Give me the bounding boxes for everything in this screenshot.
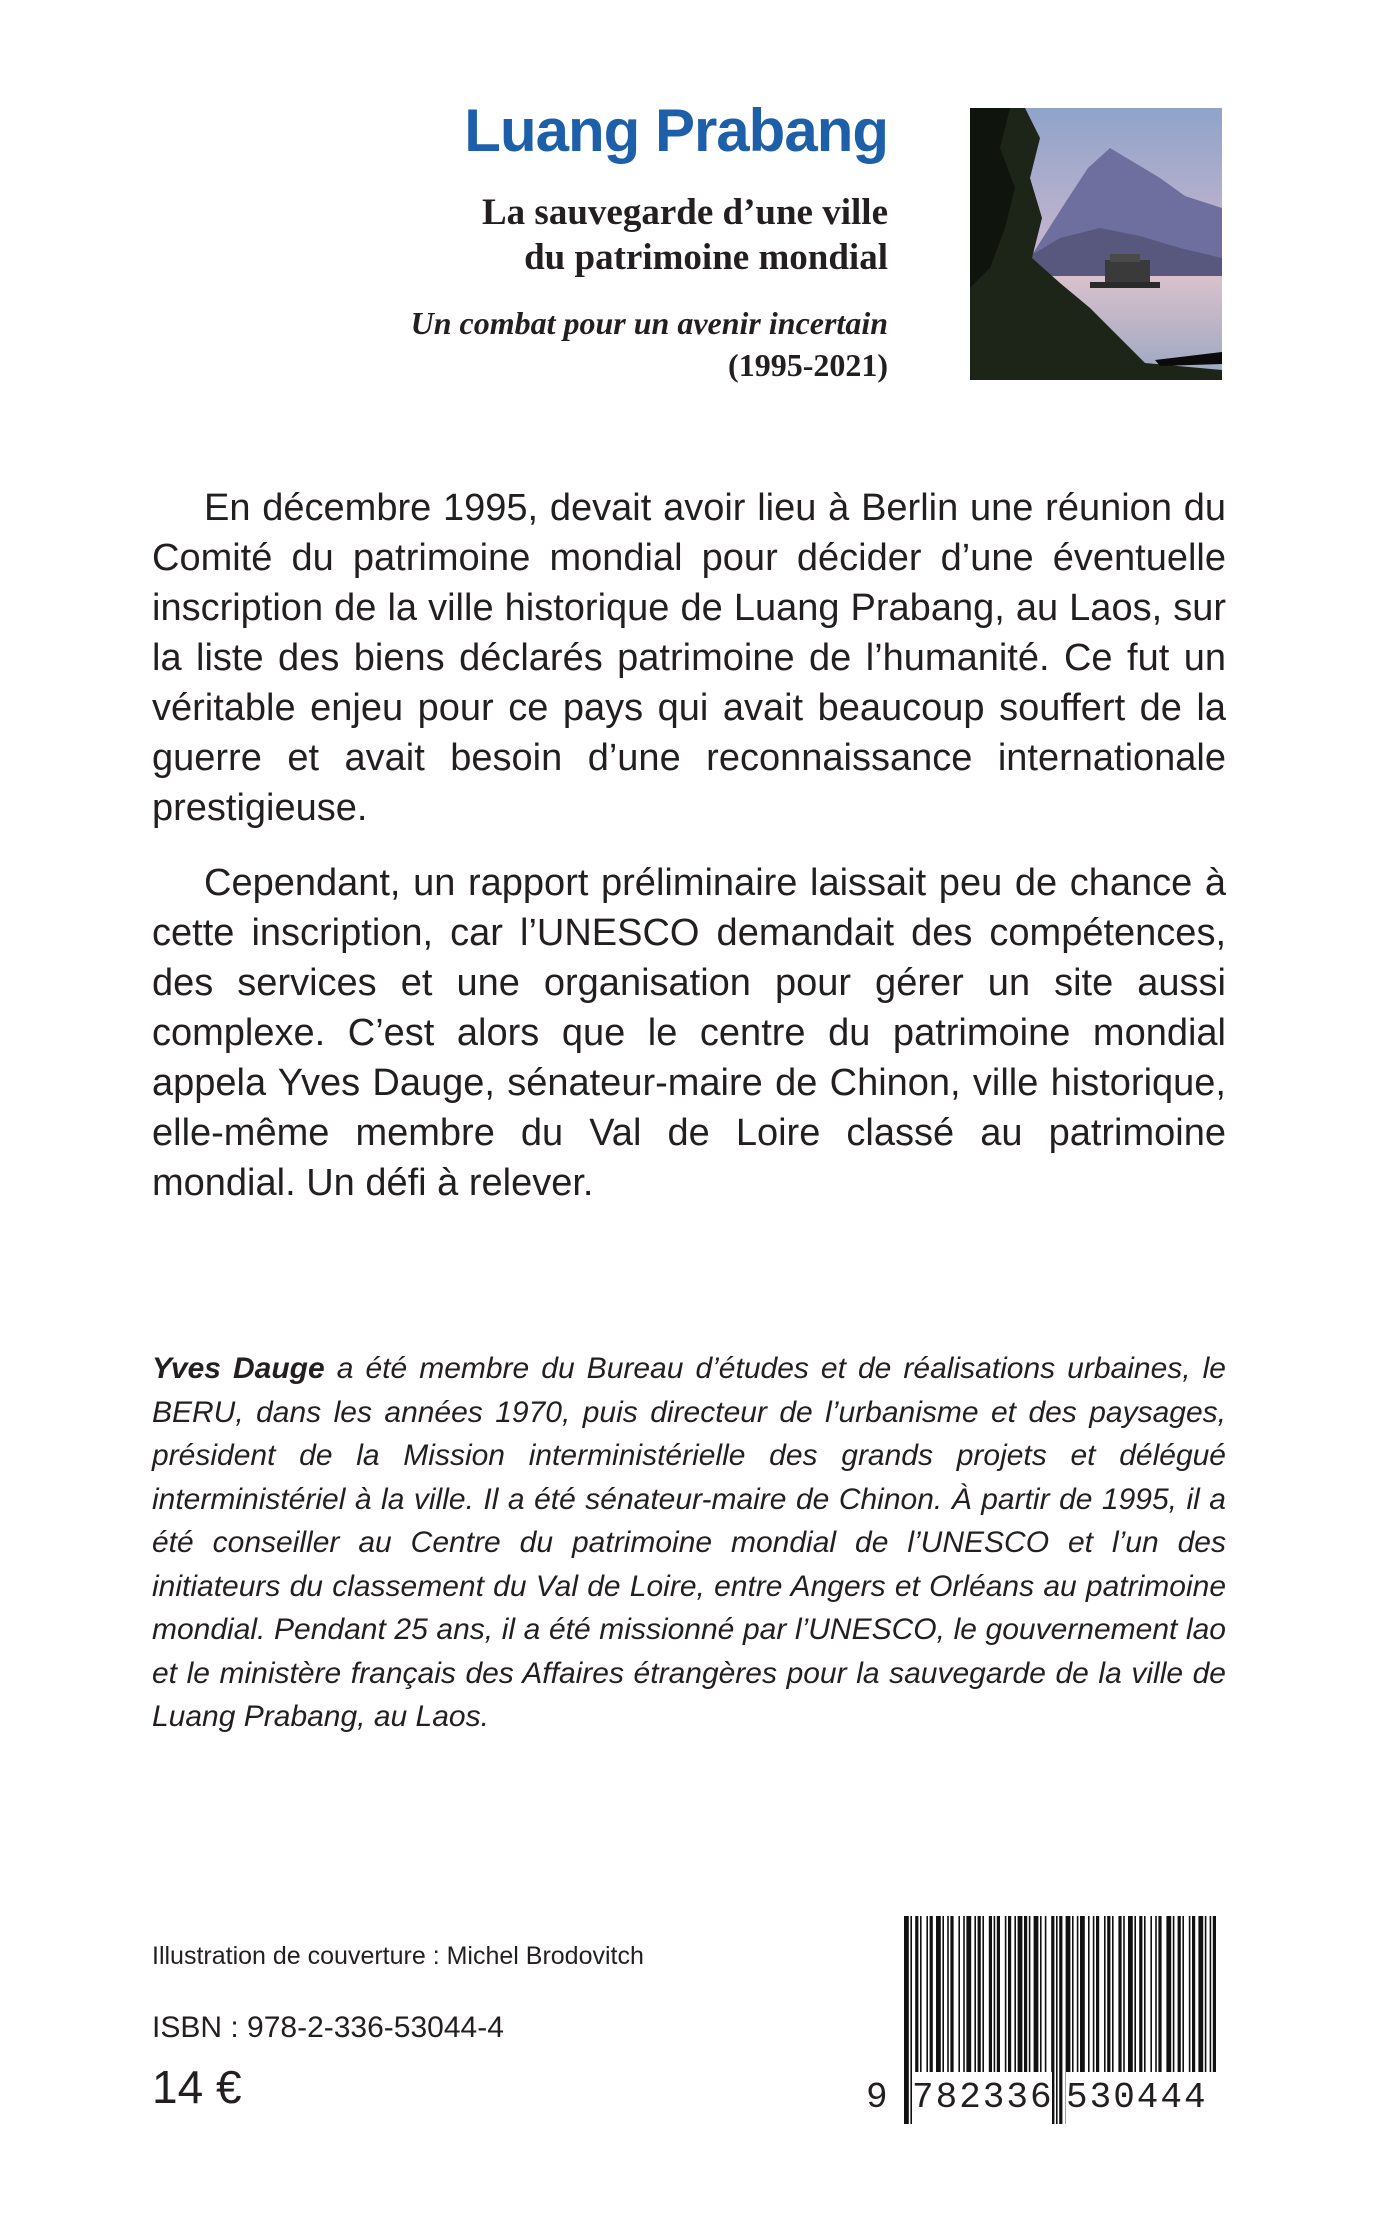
barcode-left-digits: 782336 bbox=[912, 2072, 1052, 2124]
summary-paragraph-2: Cependant, un rapport préliminaire laissait peu de chance à cette inscription, car l’UNESCO demandait des compétences, des services et une organisation pour gérer un site aussi complexe. C’est alors que le centre du patrimoine mondial appela Yves Dauge, sénateur-maire de Chinon, ville historique, elle-même membre du Val de Loire classé au patrimoine mondial. Un défi à relever. bbox=[152, 862, 1226, 1204]
subtitle-line-2: du patrimoine mondial bbox=[524, 237, 888, 278]
author-biography bbox=[152, 1347, 1226, 1739]
tagline-period: (1995-2021) bbox=[728, 347, 888, 383]
barcode-right-digits: 530444 bbox=[1066, 2072, 1216, 2124]
cover-photo-river-landscape bbox=[970, 108, 1222, 380]
isbn-barcode bbox=[866, 1916, 1226, 2124]
barcode-first-digit: 9 bbox=[866, 2077, 888, 2118]
book-title: Luang Prabang bbox=[464, 97, 888, 164]
book-price: 14 € bbox=[152, 2061, 242, 2113]
subtitle-line-1: La sauvegarde d’une ville bbox=[482, 192, 888, 233]
bio-author-name: Yves Dauge bbox=[152, 1352, 325, 1385]
tagline-text: Un combat pour un avenir incertain bbox=[410, 305, 888, 341]
illustration-credit: Illustration de couverture : Michel Brodovitch bbox=[152, 1942, 644, 1970]
book-tagline bbox=[188, 302, 888, 386]
summary-paragraph-1: En décembre 1995, devait avoir lieu à Berlin une réunion du Comité du patrimoine mondial pour décider d’une éventuelle inscription de la ville historique de Luang Prabang, au Laos, sur la liste des biens déclarés patrimoine de l’humanité. Ce fut un véritable enjeu pour ce pays qui avait beaucoup souffert de la guerre et avait besoin d’une reconnaissance internationale prestigieuse. bbox=[152, 487, 1226, 829]
bio-text: a été membre du Bureau d’études et de réalisations urbaines, le BERU, dans les années 1970, puis directeur de l’urbanisme et des paysages, président de la Mission interministérielle des grands projets et délégué interministériel à la ville. Il a été sénateur-maire de Chinon. À partir de 1995, il a été conseiller au Centre du patrimoine mondial de l’UNESCO et l’un des initiateurs du classement du Val de Loire, entre Angers et Orléans au patrimoine mondial. Pendant 25 ans, il a été missionné par l’UNESCO, le gouvernement lao et le ministère français des Affaires étrangères pour la sauvegarde de la ville de Luang Prabang, au Laos. bbox=[152, 1352, 1226, 1733]
isbn-number: ISBN : 978-2-336-53044-4 bbox=[152, 2011, 504, 2044]
book-subtitle bbox=[288, 190, 888, 280]
barcode-digits bbox=[866, 2072, 1226, 2124]
